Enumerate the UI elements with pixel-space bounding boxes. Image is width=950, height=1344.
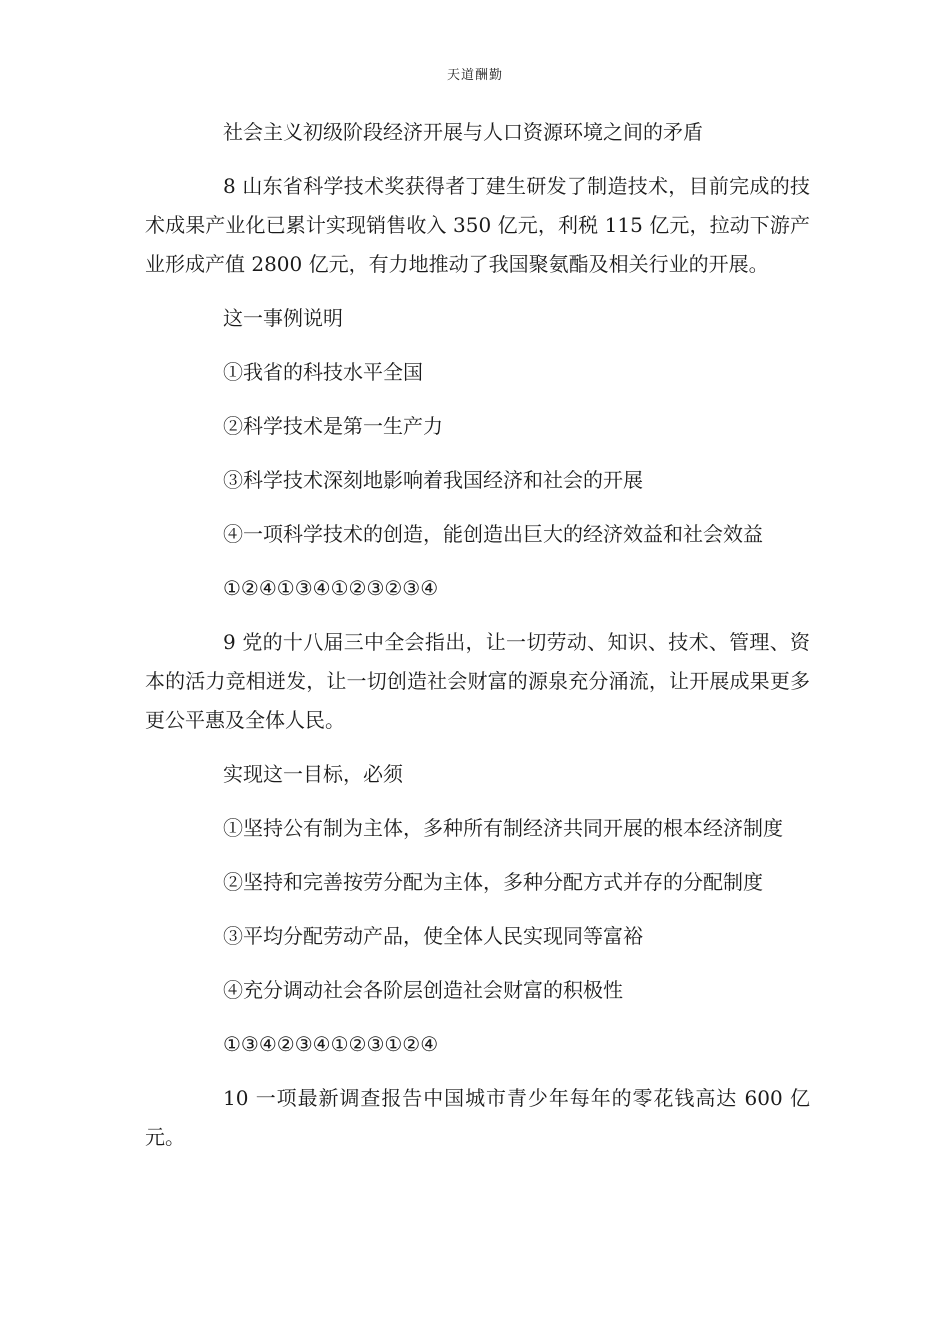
paragraph-answer-choices-9: ①③④②③④①②③①②④ — [223, 1032, 439, 1056]
paragraph-option-2: ②科学技术是第一生产力 — [223, 414, 443, 438]
paragraph-question-8: 8 山东省科学技术奖获得者丁建生研发了制造技术，目前完成的技术成果产业化已累计实现销售收入 350 亿元，利税 115 亿元，拉动下游产业形成产值 2800 亿元，有力地推动了我国聚氨酯及相关行业的开展。 — [145, 174, 810, 276]
document-body — [145, 113, 810, 1172]
paragraph-option-9-3: ③平均分配劳动产品，使全体人民实现同等富裕 — [223, 924, 643, 948]
paragraph-question-10: 10 一项最新调查报告中国城市青少年每年的零花钱高达 600 亿元。 — [145, 1086, 810, 1149]
paragraph-option-1: ①我省的科技水平全国 — [223, 360, 423, 384]
paragraph-question-9: 9 党的十八届三中全会指出，让一切劳动、知识、技术、管理、资本的活力竞相迸发，让一切创造社会财富的源泉充分涌流，让开展成果更多更公平惠及全体人民。 — [145, 630, 810, 732]
paragraph-topic-line: 社会主义初级阶段经济开展与人口资源环境之间的矛盾 — [223, 120, 703, 144]
paragraph-option-4: ④一项科学技术的创造，能创造出巨大的经济效益和社会效益 — [223, 522, 763, 546]
paragraph-question-9-prompt: 实现这一目标，必须 — [223, 762, 403, 786]
page-header: 天道酬勤 — [446, 68, 503, 83]
paragraph-answer-choices-8: ①②④①③④①②③②③④ — [223, 576, 439, 600]
paragraph-option-3: ③科学技术深刻地影响着我国经济和社会的开展 — [223, 468, 643, 492]
paragraph-question-8-prompt: 这一事例说明 — [223, 306, 343, 330]
paragraph-option-9-1: ①坚持公有制为主体，多种所有制经济共同开展的根本经济制度 — [223, 816, 783, 840]
paragraph-option-9-4: ④充分调动社会各阶层创造社会财富的积极性 — [223, 978, 623, 1002]
paragraph-option-9-2: ②坚持和完善按劳分配为主体，多种分配方式并存的分配制度 — [223, 870, 763, 894]
